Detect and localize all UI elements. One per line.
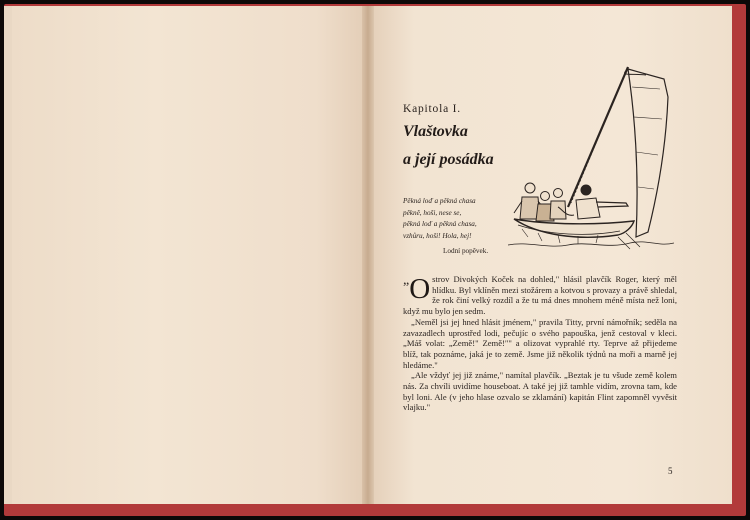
- motto-line: vzhůru, hoši! Hola, hej!: [403, 231, 472, 240]
- left-page: [12, 6, 370, 504]
- paragraph: „ O strov Divokých Koček na dohled," hlásil plavčík Roger, který měl hlídku. Byl vklíněn mezi stožárem a kotvou s provazy a právě shledal, že rok činí velký rozdíl a že tu má dnes mnohem méně místa než loni, když mu bylo jen sedm.: [403, 273, 677, 317]
- chapter-title-line-2: a její posádka: [403, 151, 494, 168]
- paragraph: „Neměl jsi jej hned hlásit jménem," pravila Titty, první námořník; seděla na zavazadlech uprostřed lodi, pečujíc o svého papouška, jenž cestoval v kleci. „Máš volat: „Země!" Země!"" a olizovat vyprahlé rty. Teprve až přijedeme blíž, tak poznáme, jaká je to země. Jsme již několik týdnů na moři a marně jej hledáme.": [403, 316, 677, 370]
- motto-line: pěkná loď a pěkná chasa,: [403, 220, 477, 229]
- motto-line: Pěkná loď a pěkná chasa: [403, 197, 476, 205]
- chapter-title-line-1: Vlaštovka: [403, 123, 468, 140]
- paragraph: „Ale vždyť jej již známe," namítal plavčík. „Beztak je tu všude země kolem nás. Za chvíli uvidíme houseboat. A také jej již tamhle vidím, zrovna tam, kde byl loni. Ale (v jeho hlase ozvalo se zklamání) kapitán Flint zapomněl vyvěsit vlajku.": [403, 370, 677, 413]
- right-page: [371, 6, 732, 504]
- chapter-body-text: [403, 274, 677, 413]
- sailboat-with-crew-illustration: [508, 57, 674, 253]
- chapter-label: Kapitola I.: [403, 103, 461, 115]
- page-number: 5: [668, 466, 673, 476]
- paragraph-text: strov Divokých Koček na dohled," hlásil plavčík Roger, který měl hlídku. Byl vklíněn mezi stožárem a kotvou s provazy a právě shledal, že rok činí velký rozdíl a že tu má dnes mnohem méně místa než loni, když mu bylo jen sedm.: [403, 274, 677, 317]
- motto-source: Lodní popěvek.: [443, 247, 489, 255]
- book-gutter: [362, 6, 374, 504]
- motto-line: pěkně, hoši, nese se,: [403, 208, 462, 217]
- drop-cap: O: [409, 273, 431, 305]
